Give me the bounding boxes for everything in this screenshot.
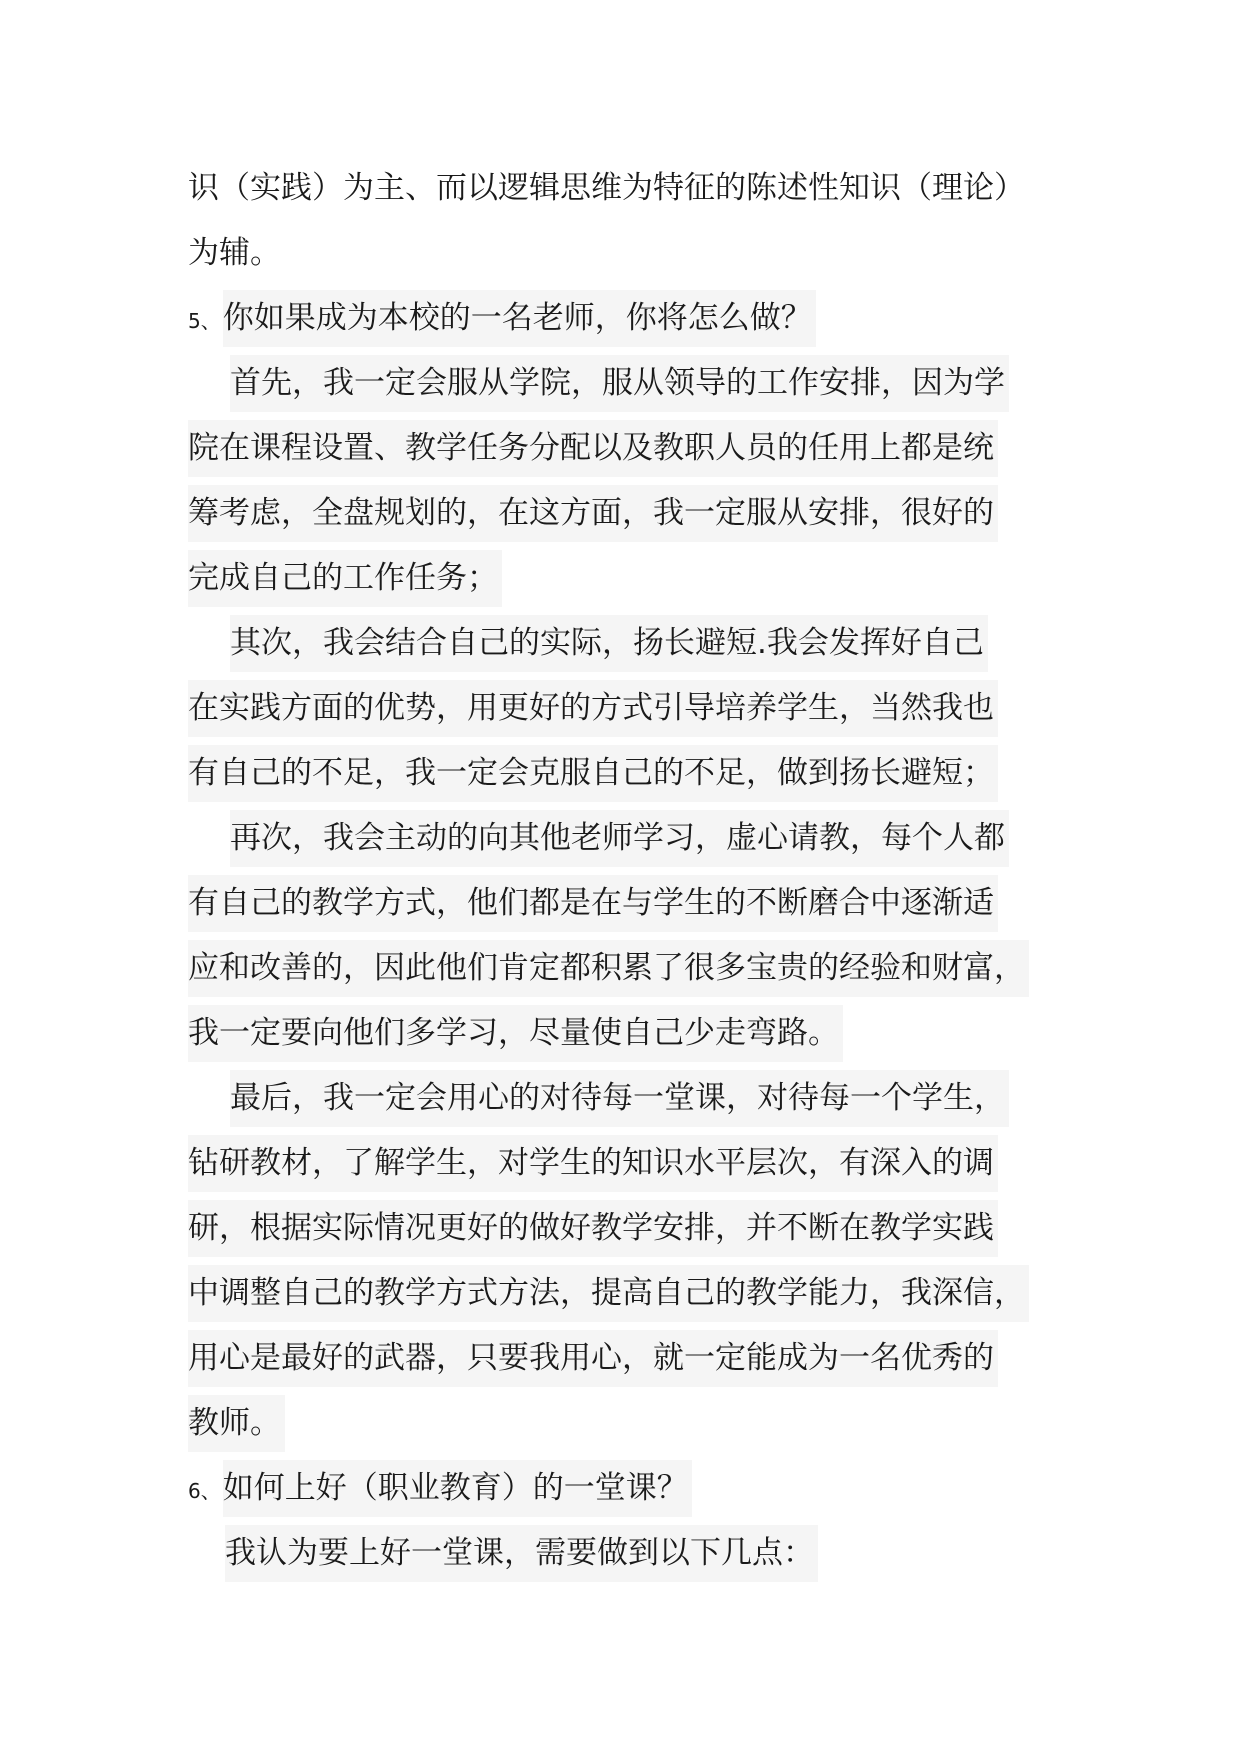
para5-line-1: 我认为要上好一堂课，需要做到以下几点： — [188, 1521, 1068, 1586]
para3-line-4: 我一定要向他们多学习，尽量使自己少走弯路。 — [188, 1001, 1068, 1066]
para3-line-3: 应和改善的，因此他们肯定都积累了很多宝贵的经验和财富， — [188, 936, 1068, 1001]
question-5-number: 5、 — [188, 309, 221, 333]
document-page — [188, 156, 1068, 1586]
para3-line-1: 再次，我会主动的向其他老师学习，虚心请教，每个人都 — [188, 806, 1068, 871]
para4-line-5: 用心是最好的武器，只要我用心，就一定能成为一名优秀的 — [188, 1326, 1068, 1391]
question-6-text: 如何上好（职业教育）的一堂课？ — [223, 1460, 692, 1517]
para2-line-2: 在实践方面的优势，用更好的方式引导培养学生，当然我也 — [188, 676, 1068, 741]
para4-line-6: 教师。 — [188, 1391, 1068, 1456]
intro-line-2: 为辅。 — [188, 235, 281, 271]
para3-line-2: 有自己的教学方式，他们都是在与学生的不断磨合中逐渐适 — [188, 871, 1068, 936]
para4-line-3: 研，根据实际情况更好的做好教学安排，并不断在教学实践 — [188, 1196, 1068, 1261]
para1-line-4: 完成自己的工作任务； — [188, 546, 1068, 611]
question-5 — [188, 286, 1068, 351]
para2-line-3: 有自己的不足，我一定会克服自己的不足，做到扬长避短； — [188, 741, 1068, 806]
para2-line-1: 其次，我会结合自己的实际，扬长避短.我会发挥好自己 — [188, 611, 1068, 676]
question-6 — [188, 1456, 1068, 1521]
para4-line-4: 中调整自己的教学方式方法，提高自己的教学能力，我深信， — [188, 1261, 1068, 1326]
para1-line-1: 首先，我一定会服从学院，服从领导的工作安排，因为学 — [188, 351, 1068, 416]
question-6-number: 6、 — [188, 1479, 221, 1503]
para1-line-2: 院在课程设置、教学任务分配以及教职人员的任用上都是统 — [188, 416, 1068, 481]
intro-line-1: 识（实践）为主、而以逻辑思维为特征的陈述性知识（理论） — [188, 170, 1025, 206]
para4-line-1: 最后，我一定会用心的对待每一堂课，对待每一个学生， — [188, 1066, 1068, 1131]
para4-line-2: 钻研教材，了解学生，对学生的知识水平层次，有深入的调 — [188, 1131, 1068, 1196]
para1-line-3: 筹考虑，全盘规划的，在这方面，我一定服从安排，很好的 — [188, 481, 1068, 546]
question-5-text: 你如果成为本校的一名老师，你将怎么做？ — [223, 290, 816, 347]
